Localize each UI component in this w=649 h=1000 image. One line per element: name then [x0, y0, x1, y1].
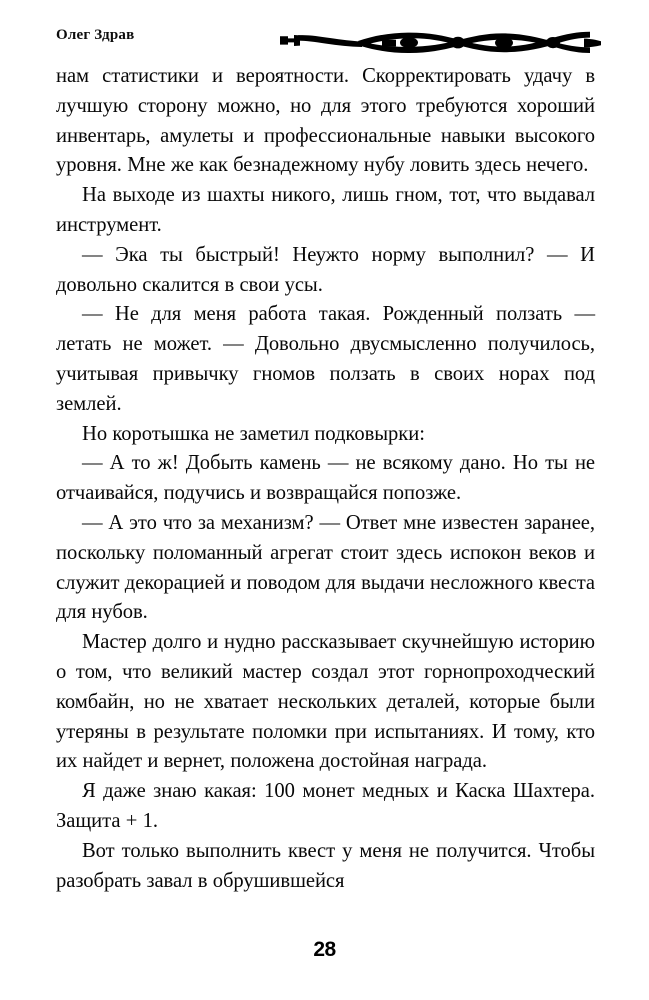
paragraph: Вот только выполнить квест у меня не получится. Чтобы разобрать завал в обрушившейся: [56, 839, 595, 892]
paragraph: На выходе из шахты никого, лишь гном, тот, что выдавал инструмент.: [56, 184, 595, 236]
running-head: [56, 22, 595, 58]
page-number: 28: [313, 938, 336, 961]
paragraph-dialogue: — Эка ты быстрый! Неужто норму выполнил? — И довольно скалится в свои усы.: [56, 243, 595, 296]
twisted-rope-ornament-icon: [278, 20, 603, 60]
paragraph: Но коротышка не заметил подковырки:: [82, 422, 425, 445]
paragraph-dialogue: — А то ж! Добыть камень — не всякому дано. Но ты не отчаивайся, подучись и возвращайся попозже.: [56, 452, 595, 505]
paragraph: Мастер долго и нудно рассказывает скучнейшую историю о том, что великий мастер создал этот горнопроходческий комбайн, но не хватает нескольких деталей, которые были утеряны в результате поломки при испытаниях. И тому, кто их найдет и вернет, положена достойная награда.: [56, 631, 595, 773]
paragraph: нам статистики и вероятности. Скорректировать удачу в лучшую сторону можно, но для этого требуются хороший инвентарь, амулеты и профессиональные навыки высокого уровня. Мне же как безнадежному нубу ловить здесь нечего.: [56, 65, 595, 177]
running-head-author: Олег Здрав: [56, 27, 135, 43]
paragraph-dialogue: — А это что за механизм? — Ответ мне известен заранее, поскольку поломанный агрегат стоит здесь испокон веков и служит декорацией и поводом для выдачи несложного квеста для нубов.: [56, 511, 595, 624]
paragraph: Я даже знаю какая: 100 монет медных и Каска Шахтера. Защита + 1.: [56, 780, 595, 832]
body-text-column: [56, 62, 595, 896]
paragraph-dialogue: — Не для меня работа такая. Рожденный ползать — летать не может. — Довольно двусмысленно получилось, учитывая привычку гномов ползать в своих норах под землей.: [56, 303, 595, 415]
